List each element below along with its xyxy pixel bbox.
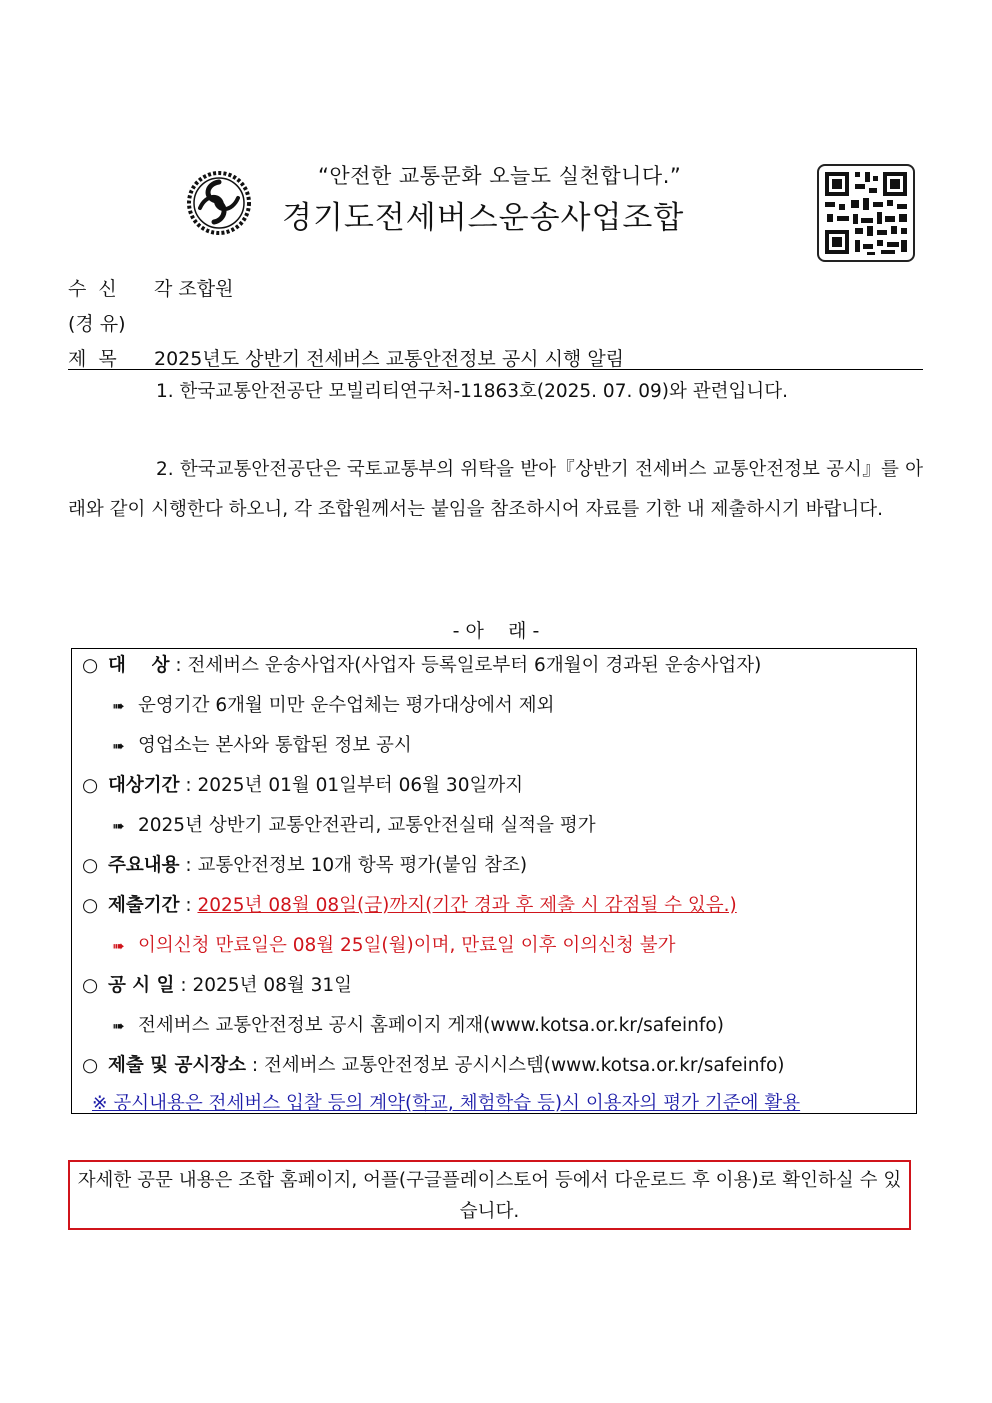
circle-bullet-icon: ○ xyxy=(82,775,99,796)
submit-value: 2025년 08월 08일(금)까지(기간 경과 후 제출 시 감점될 수 있음.) xyxy=(197,895,737,916)
notice-text: 자세한 공문 내용은 조합 홈페이지, 어플(구글플레이스토어 등에서 다운로드 후 이용)로 확인하실 수 있습니다. xyxy=(77,1170,902,1222)
target-sub-2-text: 영업소는 본사와 통합된 정보 공시 xyxy=(138,735,412,756)
announce-label: 공 시 일 xyxy=(108,975,175,996)
recipient-label: 수 신 xyxy=(68,278,117,300)
arrow-right-icon: ➠ xyxy=(112,737,125,755)
recipient-line xyxy=(68,274,233,301)
submit-row: ○ 제출기간 : 2025년 08월 08일(금)까지(기간 경과 후 제출 시 감점될 수 있음.) xyxy=(82,895,737,916)
content-label: 주요내용 xyxy=(108,855,180,876)
via-label: (경 유) xyxy=(68,313,126,335)
paragraph-2 xyxy=(68,450,923,530)
below-heading: - 아 래 - xyxy=(452,620,540,642)
subject-value: 2025년도 상반기 전세버스 교통안전정보 공시 시행 알림 xyxy=(154,348,625,370)
announce-value: 2025년 08월 31일 xyxy=(192,975,353,996)
announce-sub xyxy=(112,1011,724,1037)
subject-label: 제 목 xyxy=(68,348,117,370)
target-sub-1 xyxy=(112,691,554,717)
arrow-right-icon: ➠ xyxy=(112,697,125,715)
paragraph-1 xyxy=(68,372,923,412)
paragraph-2-text: 2. 한국교통안전공단은 국토교통부의 위탁을 받아『상반기 전세버스 교통안전정보 공시』를 아래와 같이 시행한다 하오니, 각 조합원께서는 붙임을 참조하시어 자료를 기한 내 제출하시기 바랍니다. xyxy=(68,459,923,520)
submit-sub-text: 이의신청 만료일은 08월 25일(월)이며, 만료일 이후 이의신청 불가 xyxy=(138,935,676,956)
recipient-value: 각 조합원 xyxy=(154,278,234,300)
subject-line xyxy=(68,344,624,371)
announce-sub-text: 전세버스 교통안전정보 공시 홈페이지 게재(www.kotsa.or.kr/safeinfo) xyxy=(138,1015,724,1036)
paragraph-1-text: 1. 한국교통안전공단 모빌리티연구처-11863호(2025. 07. 09)와 관련입니다. xyxy=(156,381,788,402)
circle-bullet-icon: ○ xyxy=(82,975,99,996)
circle-bullet-icon: ○ xyxy=(82,1055,99,1076)
period-value: 2025년 01월 01일부터 06월 30일까지 xyxy=(197,775,524,796)
submit-sub xyxy=(112,931,675,957)
announce-row: ○ 공 시 일 : 2025년 08월 31일 xyxy=(82,975,353,996)
circle-bullet-icon: ○ xyxy=(82,655,99,676)
content-value: 교통안전정보 10개 항목 평가(붙임 참조) xyxy=(197,855,528,876)
target-sub-2 xyxy=(112,731,412,757)
period-sub-text: 2025년 상반기 교통안전관리, 교통안전실태 실적을 평가 xyxy=(138,815,596,836)
notice-box xyxy=(68,1160,911,1230)
via-line xyxy=(68,309,126,336)
target-value: 전세버스 운송사업자(사업자 등록일로부터 6개월이 경과된 운송사업자) xyxy=(187,655,762,676)
period-sub xyxy=(112,811,596,837)
organization-name: 경기도전세버스운송사업조합 xyxy=(282,200,685,236)
place-label: 제출 및 공시장소 xyxy=(108,1055,246,1076)
arrow-right-icon: ➠ xyxy=(112,937,125,955)
arrow-right-icon: ➠ xyxy=(112,1017,125,1035)
content-row: ○ 주요내용 : 교통안전정보 10개 항목 평가(붙임 참조) xyxy=(82,855,528,876)
subject-divider xyxy=(68,369,923,370)
arrow-right-icon: ➠ xyxy=(112,817,125,835)
target-sub-1-text: 운영기간 6개월 미만 운수업체는 평가대상에서 제외 xyxy=(138,695,555,716)
circle-bullet-icon: ○ xyxy=(82,895,99,916)
place-row: ○ 제출 및 공시장소 : 전세버스 교통안전정보 공시시스템(www.kotsa.or.kr/safeinfo) xyxy=(82,1055,785,1076)
details-box xyxy=(71,648,917,1114)
period-row: ○ 대상기간 : 2025년 01월 01일부터 06월 30일까지 xyxy=(82,775,524,796)
slogan: “안전한 교통문화 오늘도 실천합니다.” xyxy=(318,164,682,188)
circle-bullet-icon: ○ xyxy=(82,855,99,876)
qr-code-icon[interactable] xyxy=(817,164,915,262)
target-label: 대 상 xyxy=(108,655,170,676)
footnote: ※ 공시내용은 전세버스 입찰 등의 계약(학교, 체험학습 등)시 이용자의 평가 기준에 활용 xyxy=(92,1093,801,1114)
union-logo-emblem xyxy=(186,170,252,236)
period-label: 대상기간 xyxy=(108,775,180,796)
submit-label: 제출기간 xyxy=(108,895,180,916)
target-row: ○ 대 상 : 전세버스 운송사업자(사업자 등록일로부터 6개월이 경과된 운송사업자) xyxy=(82,655,762,676)
place-value: 전세버스 교통안전정보 공시시스템(www.kotsa.or.kr/safeinfo) xyxy=(263,1055,785,1076)
